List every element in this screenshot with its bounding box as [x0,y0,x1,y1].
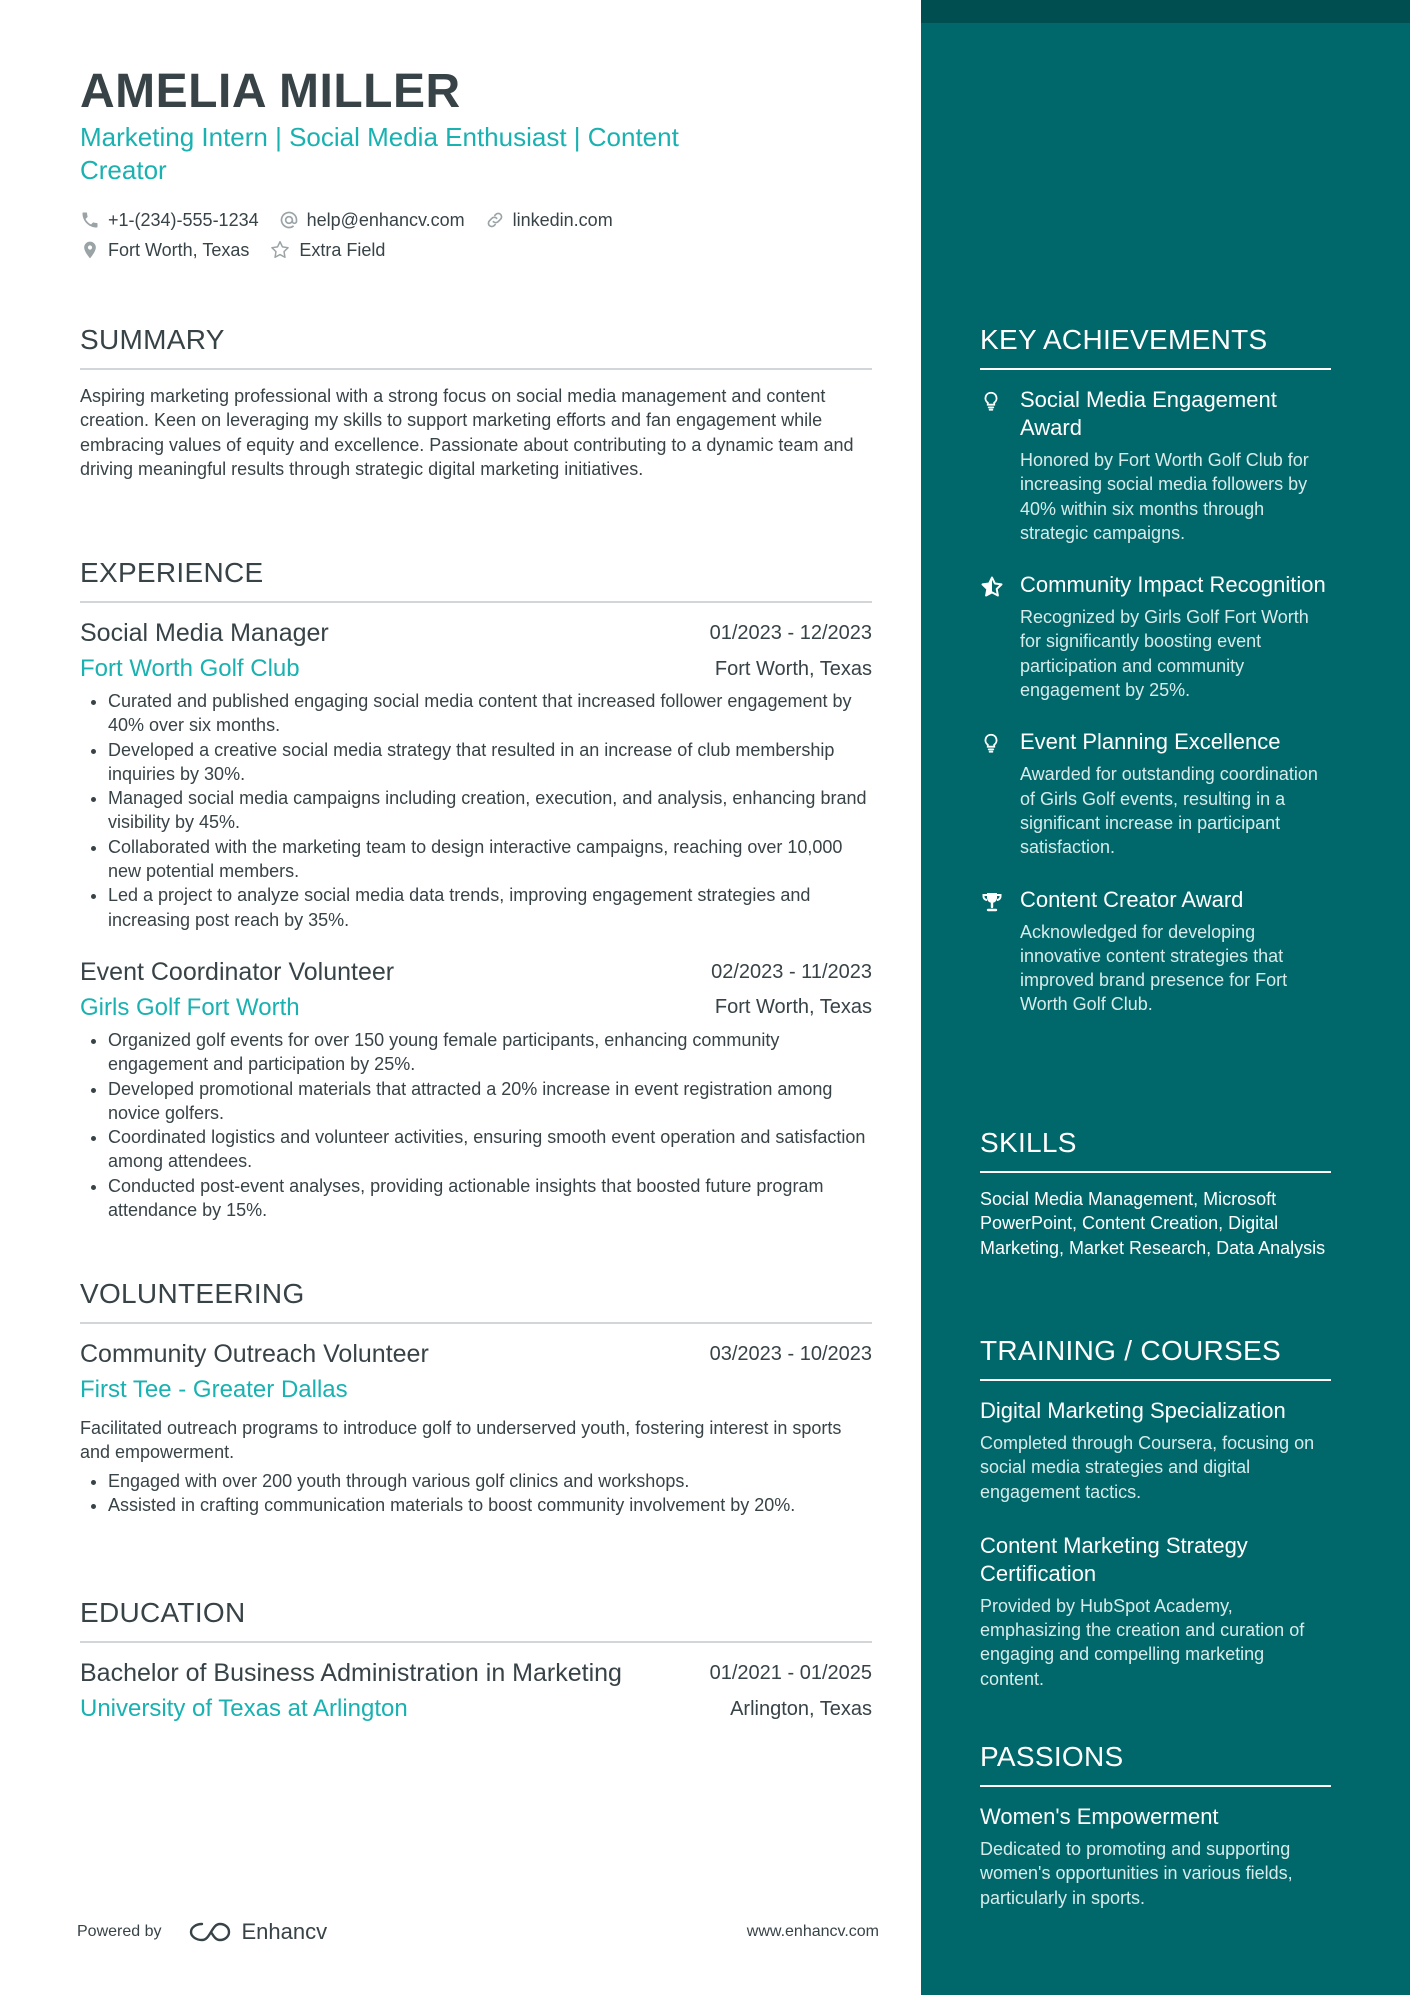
section-title: EDUCATION [80,1597,872,1643]
achievement-description: Honored by Fort Worth Golf Club for increasing social media followers by 40% within six months through strategic campaigns. [1020,450,1309,543]
bullet-list [80,1028,872,1222]
star-outline-icon [269,239,291,261]
role-description: Facilitated outreach programs to introduce golf to underserved youth, fostering interest in sports and empowerment. [80,1418,842,1463]
enhancv-logo[interactable] [188,1919,328,1945]
training-section [980,1335,1331,1691]
achievement-item [980,386,1331,545]
bullet-item: • Led a project to analyze social media data trends, improving engagement strategies and increasing post reach by 35%. [108,883,872,932]
passion-title: Women's Empowerment [980,1804,1219,1829]
contact-info [80,205,840,265]
achievement-item [980,886,1331,1017]
sidebar [921,0,1410,1995]
degree-title: Bachelor of Business Administration in Marketing [80,1659,622,1687]
phone-text: +1-(234)-555-1234 [108,209,259,230]
phone-icon [80,210,100,230]
experience-section [80,557,872,1222]
experience-entry [80,617,872,932]
achievement-item [980,571,1331,702]
achievement-title: Content Creator Award [1020,886,1244,912]
achievement-description: Acknowledged for developing innovative content strategies that improved brand presence for Fort Worth Golf Club. [1020,921,1288,1015]
linkedin-text: linkedin.com [512,209,613,230]
contact-extra [269,239,385,261]
achievement-title: Community Impact Recognition [1020,572,1326,598]
course-item [980,1532,1331,1691]
job-location: Fort Worth, Texas [714,657,872,680]
education-section [80,1597,872,1723]
bullet-item: • Developed a creative social media strategy that resulted in an increase of club membership inquiries by 30%. [108,738,872,787]
star-icon [980,575,1004,599]
bullet-item: • Coordinated logistics and volunteer activities, ensuring smooth event operation and satisfaction among attendees. [108,1125,872,1174]
contact-email[interactable] [279,210,465,231]
location-text: Fort Worth, Texas [108,239,250,260]
job-date: 02/2023 - 11/2023 [711,960,872,983]
email-text: help@enhancv.com [306,209,465,230]
bullet-item: • Managed social media campaigns including creation, execution, and analysis, enhancing brand visibility by 45%. [108,786,872,835]
passion-description: Dedicated to promoting and supporting women's opportunities in various fields, particularly in sports. [980,1839,1293,1908]
job-location: Fort Worth, Texas [714,996,872,1019]
summary-section [80,324,872,481]
achievement-title: Social Media Engagement Award [1020,387,1277,440]
bullet-list [80,689,872,932]
experience-entry [80,956,872,1222]
website-link[interactable]: www.enhancv.com [746,1923,879,1940]
volunteering-section [80,1278,872,1517]
school-name: University of Texas at Arlington [80,1695,408,1722]
section-title: TRAINING / COURSES [980,1335,1331,1381]
sidebar-top-bar [921,0,1410,23]
bullet-item: • Conducted post-event analyses, providing actionable insights that boosted future program attendance by 15%. [108,1174,872,1223]
powered-by-text: Powered by [77,1923,162,1940]
education-date: 01/2021 - 01/2025 [709,1662,872,1684]
company-name: Girls Golf Fort Worth [80,993,300,1021]
bullet-item: • Organized golf events for over 150 young female participants, enhancing community engagement and participation by 25%. [108,1028,872,1077]
achievement-description: Awarded for outstanding coordination of Girls Golf events, resulting in a significant increase in participant satisfaction. [1020,764,1318,858]
organization-name: First Tee - Greater Dallas [80,1376,348,1403]
footer [77,1912,879,1952]
bullet-item: • Developed promotional materials that attracted a 20% increase in event registration among novice golfers. [108,1077,872,1126]
summary-text: Aspiring marketing professional with a strong focus on social media management and content creation. Keen on leveraging my skills to support marketing efforts and fan engagement while embracing values of equity and excellence. Passionate about contributing to a dynamic team and driving meaningful results through strategic digital marketing initiatives. [80,386,854,479]
role-title: Community Outreach Volunteer [80,1340,429,1368]
link-icon [485,210,505,230]
section-title: KEY ACHIEVEMENTS [980,324,1331,370]
section-title: PASSIONS [980,1741,1331,1787]
job-date: 01/2023 - 12/2023 [709,622,872,644]
course-description: Completed through Coursera, focusing on social media strategies and digital engagement tactics. [980,1433,1315,1502]
bullet-item: • Engaged with over 200 youth through various golf clinics and workshops. [108,1469,872,1493]
bullet-list [80,1469,872,1518]
section-title: SUMMARY [80,324,872,370]
extra-field-text: Extra Field [299,239,386,260]
role-date: 03/2023 - 10/2023 [709,1343,872,1365]
section-title: VOLUNTEERING [80,1278,872,1324]
passions-section [980,1741,1331,1910]
education-entry [80,1657,872,1723]
candidate-name: AMELIA MILLER [80,65,461,118]
bullet-item: • Curated and published engaging social media content that increased follower engagement by 40% over six months. [108,689,872,738]
school-location: Arlington, Texas [730,1697,872,1720]
lightbulb-icon [980,390,1002,412]
contact-linkedin[interactable] [485,210,613,231]
trophy-icon [980,890,1004,914]
achievements-section [980,324,1331,1017]
course-item [980,1397,1331,1504]
job-title: Event Coordinator Volunteer [80,957,395,986]
location-pin-icon [80,240,100,260]
course-description: Provided by HubSpot Academy, emphasizing the creation and curation of engaging and compelling marketing content. [980,1595,1305,1689]
achievement-item [980,728,1331,859]
contact-phone[interactable] [80,210,259,231]
section-title: EXPERIENCE [80,557,872,603]
at-icon [279,210,299,230]
skills-text: Social Media Management, Microsoft PowerPoint, Content Creation, Digital Marketing, Market Research, Data Analysis [980,1189,1326,1258]
course-title: Content Marketing Strategy Certification [980,1532,1248,1586]
passion-item [980,1803,1331,1910]
job-title: Social Media Manager [80,619,329,647]
bullet-item: • Assisted in crafting communication materials to boost community involvement by 20%. [108,1493,872,1517]
lightbulb-icon [980,732,1002,754]
enhancv-logo-icon [188,1920,234,1944]
section-title: SKILLS [980,1127,1331,1173]
achievement-description: Recognized by Girls Golf Fort Worth for significantly boosting event participation and community engagement by 25%. [1020,607,1309,701]
brand-name: Enhancv [241,1919,328,1944]
course-title: Digital Marketing Specialization [980,1398,1286,1423]
skills-section [980,1127,1331,1260]
achievement-title: Event Planning Excellence [1020,729,1281,755]
company-name: Fort Worth Golf Club [80,655,300,682]
candidate-headline: Marketing Intern | Social Media Enthusiast | Content Creator [80,122,679,185]
bullet-item: • Collaborated with the marketing team to design interactive campaigns, reaching over 10,000 new potential members. [108,835,872,884]
contact-location [80,240,249,261]
volunteering-entry [80,1338,872,1517]
